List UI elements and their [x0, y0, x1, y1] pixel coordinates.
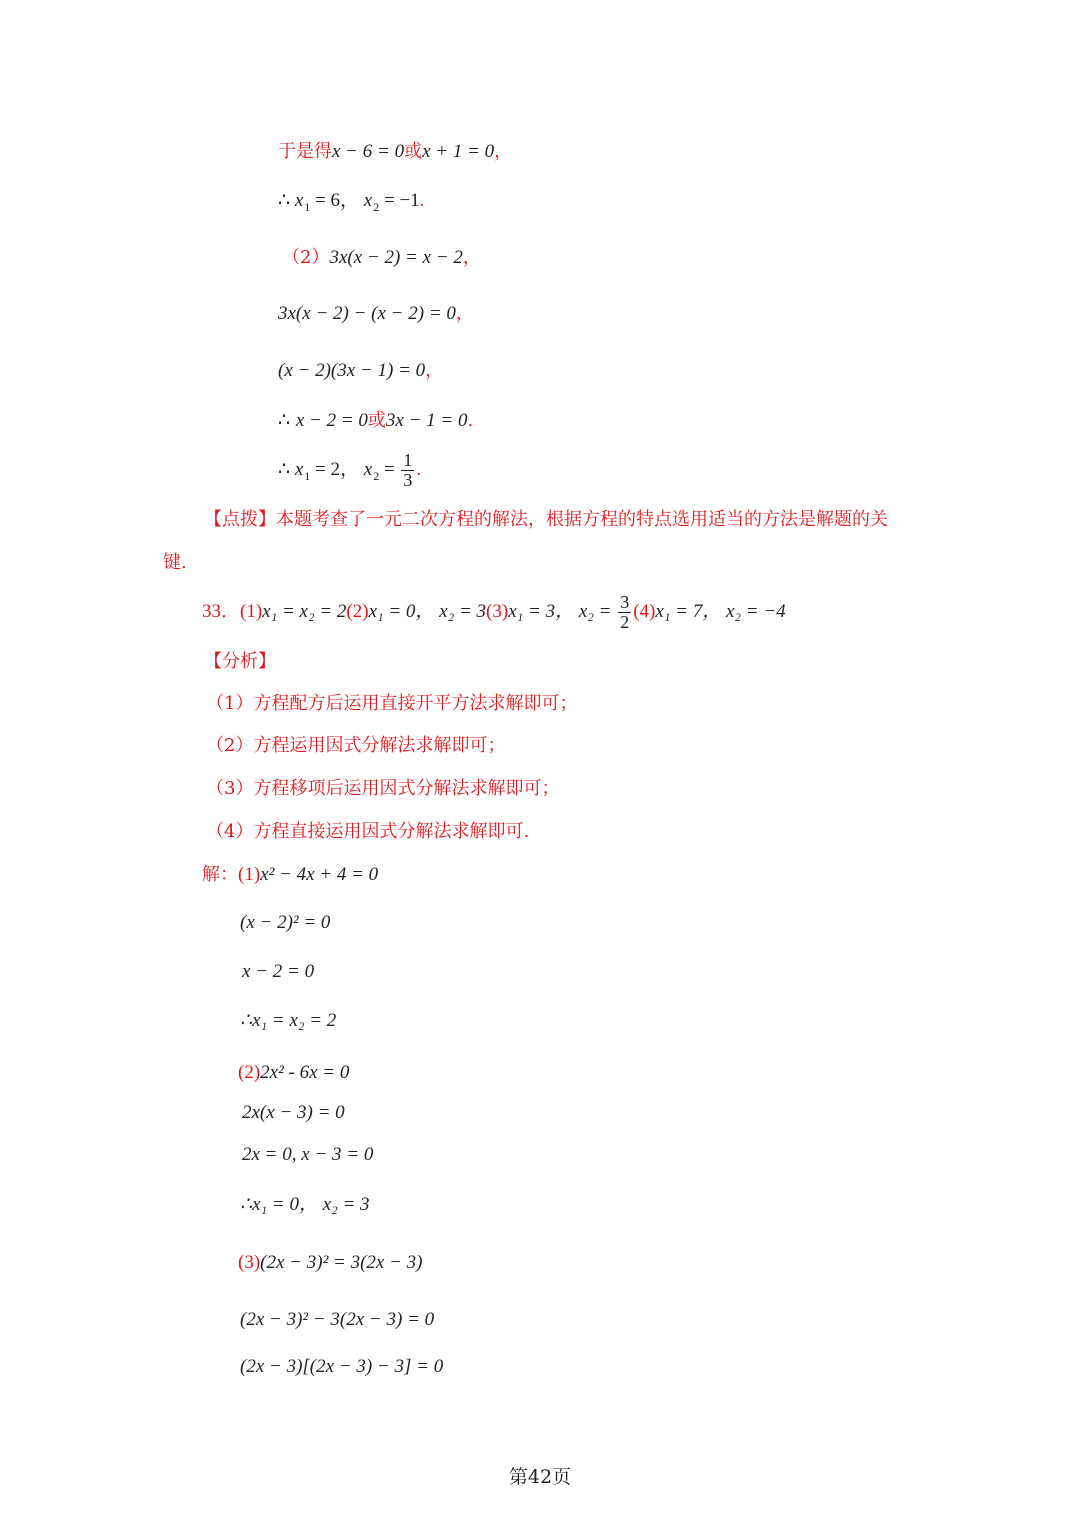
analysis-item-4 [206, 820, 529, 844]
equation: (x − 2)² = 0 [240, 912, 331, 933]
equation: 2x² - 6x = 0 [260, 1062, 350, 1083]
equation: (x − 2)(3x − 1) = 0 [278, 360, 426, 381]
fraction [401, 451, 414, 490]
solution-line-3 [238, 1251, 423, 1275]
solution-label: 解： [202, 864, 238, 885]
hint-line [204, 508, 888, 532]
solution-step [240, 1009, 336, 1033]
therefore-symbol: ∴ [278, 410, 291, 431]
solution-step [240, 1355, 443, 1379]
equation: 2x(x − 3) = 0 [242, 1102, 345, 1123]
hint-line-cont [163, 551, 187, 575]
equation: (2x − 3)[(2x − 3) − 3] = 0 [240, 1356, 444, 1377]
page-number: 第42页 [508, 1466, 572, 1488]
answer: x₁ = 7， x₂ = −4 [655, 601, 786, 622]
punct: ， [455, 303, 474, 324]
part-label: (1) [238, 864, 261, 885]
equation: 3x(x − 2) = x − 2 [329, 247, 463, 268]
prev-line-5 [278, 359, 443, 383]
numerator: 3 [620, 591, 630, 612]
question-number: 33． [202, 601, 241, 622]
equation: 3x(x − 2) − (x − 2) = 0 [278, 303, 456, 324]
answer: x₁ = 3， x₂ = [508, 601, 617, 622]
equation: ∴x₁ = 0， x₂ = 3 [240, 1194, 370, 1215]
prev-line-3 [282, 246, 481, 270]
punct: ， [494, 141, 513, 162]
value: = [379, 459, 400, 480]
equation: (2x − 3)² = 3(2x − 3) [260, 1252, 423, 1273]
hint-text: 本题考查了一元二次方程的解法，根据方程的特点选用适当的方法是解题的关 [276, 509, 888, 530]
var: x [363, 459, 373, 480]
prev-line-1 [278, 140, 512, 164]
part-label: （2） [282, 247, 330, 268]
solution-step [242, 1143, 373, 1167]
text-or: 或 [404, 141, 423, 162]
prev-line-7 [278, 448, 421, 498]
equation: ∴x₁ = x₂ = 2 [240, 1010, 337, 1031]
fraction [618, 593, 631, 632]
q33-answer-line [202, 590, 786, 634]
therefore-symbol: ∴ [278, 459, 291, 480]
var: x [294, 459, 304, 480]
analysis-item-2 [206, 734, 505, 758]
solution-step [242, 1101, 345, 1125]
equation: 2x = 0, x − 3 = 0 [242, 1144, 374, 1165]
punct: . [416, 459, 422, 480]
analysis-text: （3）方程移项后运用因式分解法求解即可； [206, 778, 560, 799]
hint-label: 【点拨】 [204, 509, 276, 530]
subscript: 1 [304, 200, 311, 214]
denominator: 2 [620, 611, 630, 632]
text-or: 或 [367, 410, 386, 431]
value: = −1 [379, 190, 420, 211]
prev-line-6 [278, 409, 473, 433]
part-label: (1) [240, 601, 263, 622]
analysis-item-3 [206, 777, 559, 801]
text-prefix: 于是得 [278, 141, 332, 162]
equation: (2x − 3)² − 3(2x − 3) = 0 [240, 1309, 435, 1330]
analysis-text: （4）方程直接运用因式分解法求解即可. [206, 821, 530, 842]
punct: ， [425, 360, 444, 381]
subscript: 2 [373, 469, 380, 483]
analysis-label-text: 【分析】 [204, 651, 276, 672]
solution-step [240, 1308, 434, 1332]
denominator: 3 [403, 470, 413, 491]
prev-line-4 [278, 302, 474, 326]
therefore-symbol: ∴ [278, 190, 291, 211]
solution-step [242, 960, 314, 984]
analysis-text: （1）方程配方后运用直接开平方法求解即可； [206, 693, 578, 714]
solution-line-2 [238, 1061, 349, 1085]
part-label: (3) [238, 1252, 261, 1273]
solution-step [240, 1193, 370, 1217]
value: = 2， [310, 459, 359, 480]
value: = 6， [310, 190, 359, 211]
solution-step [240, 911, 330, 935]
var: x [294, 190, 304, 211]
equation: x + 1 = 0 [422, 141, 495, 162]
numerator: 1 [403, 450, 413, 471]
var: x [363, 190, 373, 211]
subscript: 1 [304, 469, 311, 483]
equation: x² − 4x + 4 = 0 [260, 864, 379, 885]
equation: x − 6 = 0 [332, 141, 405, 162]
analysis-text: （2）方程运用因式分解法求解即可； [206, 735, 506, 756]
part-label: (4) [633, 601, 656, 622]
analysis-item-1 [206, 692, 577, 716]
part-label: (2) [346, 601, 369, 622]
equation: 3x − 1 = 0 [385, 410, 468, 431]
equation: x − 2 = 0 [295, 410, 368, 431]
punct: . [467, 410, 474, 431]
analysis-label [204, 650, 276, 674]
punct: . [419, 190, 425, 211]
part-label: (3) [486, 601, 509, 622]
prev-line-2 [278, 189, 424, 219]
solution-line-1 [202, 863, 378, 887]
part-label: (2) [238, 1062, 261, 1083]
punct: ， [462, 247, 481, 268]
equation: x − 2 = 0 [242, 961, 315, 982]
answer: x₁ = x₂ = 2 [262, 601, 347, 622]
subscript: 2 [373, 200, 380, 214]
hint-text-cont: 键. [163, 552, 187, 573]
answer: x₁ = 0， x₂ = 3 [368, 601, 487, 622]
